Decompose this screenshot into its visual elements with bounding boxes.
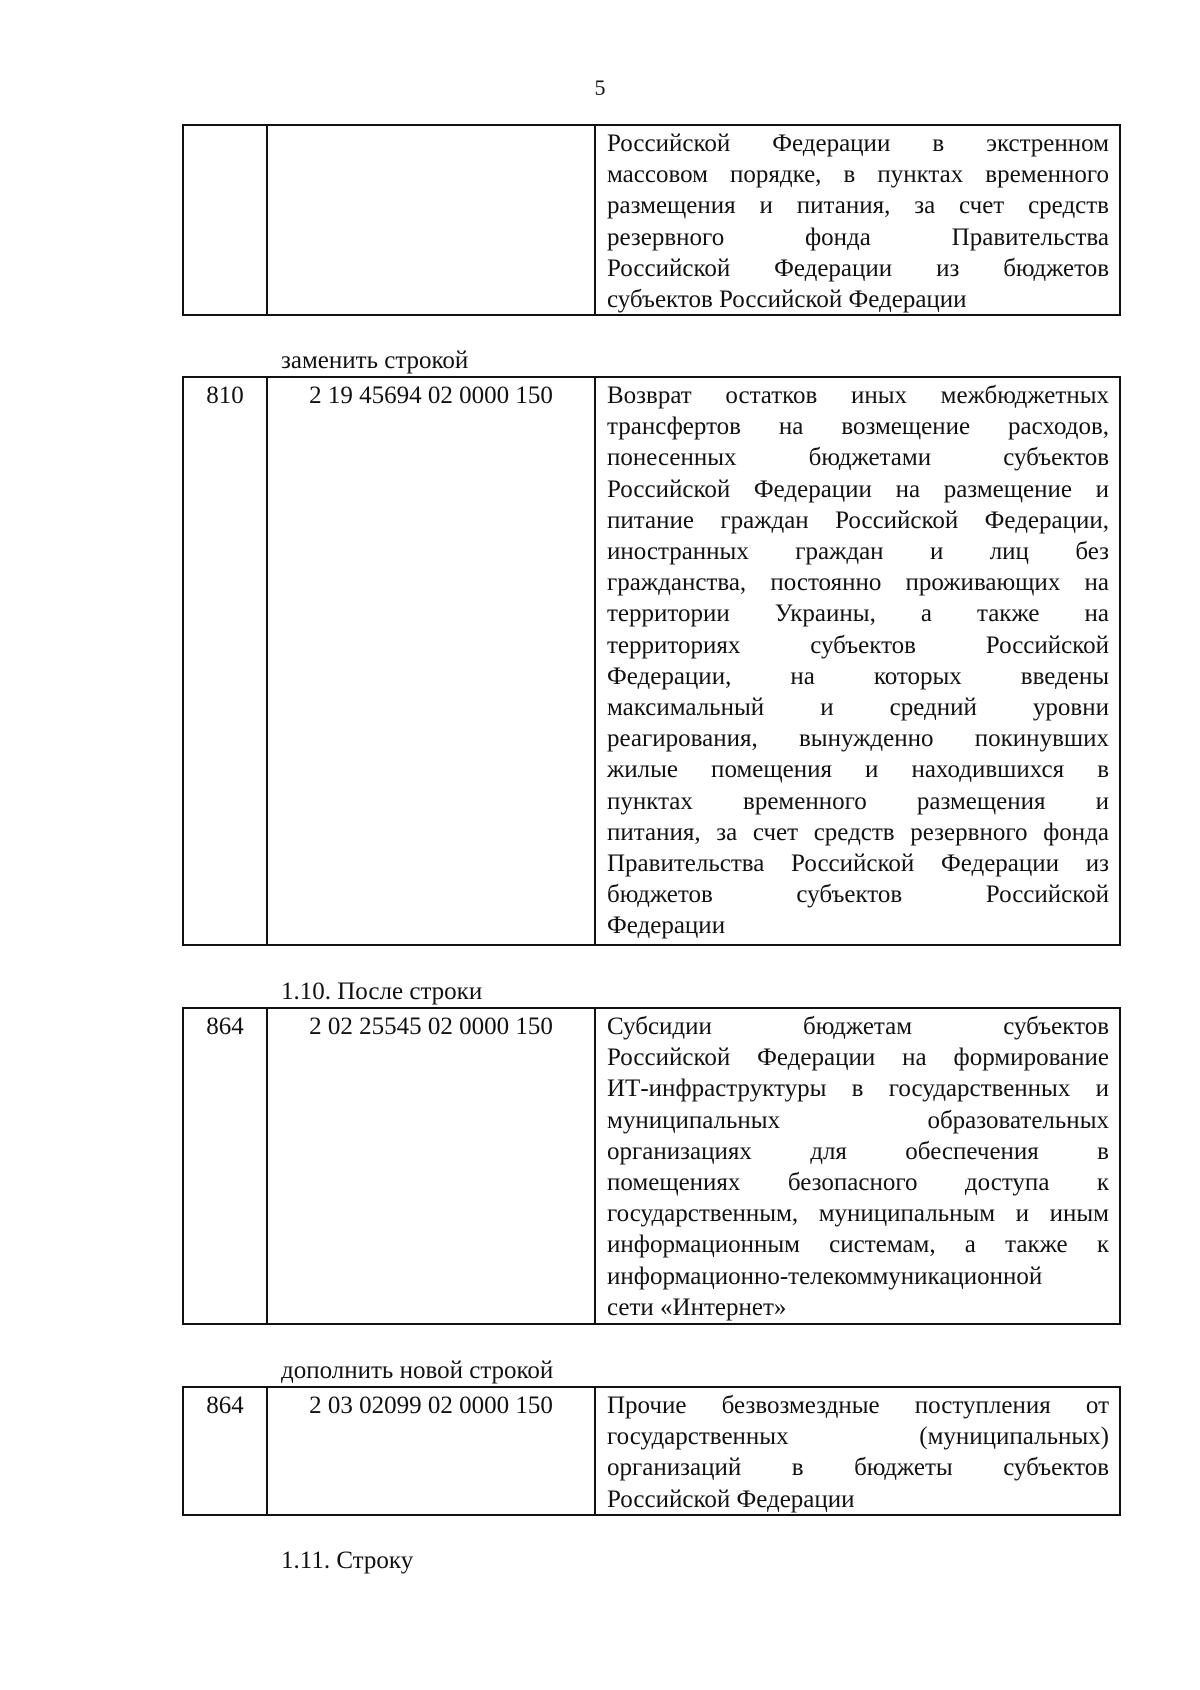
code-cell: 810	[184, 378, 268, 944]
description-line: субъектов Российской Федерации	[607, 286, 967, 314]
code-cell: 864	[184, 1009, 268, 1323]
table-row-864-existing	[182, 1007, 1121, 1325]
code-cell	[184, 126, 268, 314]
description-line: Правительства Российской Федерации из	[607, 850, 1109, 878]
description-cell	[596, 126, 1119, 314]
description-line: ИТ-инфраструктуры в государственных и	[607, 1075, 1109, 1103]
table-row	[184, 1388, 1119, 1514]
description-line: Российской Федерации на формирование	[607, 1044, 1109, 1072]
description-line: Субсидии бюджетам субъектов	[607, 1013, 1109, 1040]
kbk-cell	[268, 126, 596, 314]
instruction-text: 1.10. После строки	[281, 978, 483, 1005]
code-cell: 864	[184, 1388, 268, 1514]
description-line: организациях для обеспечения в	[607, 1137, 1109, 1165]
description-line: пунктах временного размещения и	[607, 787, 1109, 815]
description-line: информационно-телекоммуникационной	[607, 1262, 1043, 1290]
table-row-864-new	[182, 1386, 1121, 1516]
description-cell	[596, 378, 1119, 944]
description-line: трансфертов на возмещение расходов,	[607, 413, 1109, 441]
description-cell	[596, 1388, 1119, 1514]
page-number: 5	[594, 75, 606, 100]
table-continuation	[182, 124, 1121, 316]
description-line: Российской Федерации на размещение и	[607, 475, 1109, 503]
description-line: Российской Федерации	[607, 1485, 855, 1513]
description-line: Возврат остатков иных межбюджетных	[607, 382, 1109, 409]
description-line: массовом порядке, в пунктах временного	[607, 161, 1109, 189]
description-line: Федерации	[607, 912, 726, 940]
description-line: муниципальных образовательных	[607, 1106, 1109, 1134]
table-row	[184, 1009, 1119, 1323]
description-line: питание граждан Российской Федерации,	[607, 506, 1109, 534]
kbk-cell: 2 19 45694 02 0000 150	[268, 378, 596, 944]
description-line: Российской Федерации из бюджетов	[607, 254, 1109, 282]
table-row-810	[182, 376, 1121, 946]
description-line: организаций в бюджеты субъектов	[607, 1454, 1109, 1482]
instruction-text: дополнить новой строкой	[281, 1357, 554, 1384]
instruction-text: 1.11. Строку	[281, 1547, 414, 1574]
description-line: бюджетов субъектов Российской	[607, 881, 1109, 909]
description-line: Федерации, на которых введены	[607, 662, 1109, 690]
table-row	[184, 378, 1119, 944]
description-line: Прочие безвозмездные поступления от	[607, 1392, 1109, 1419]
description-line: реагирования, вынужденно покинувших	[607, 725, 1109, 753]
description-line: Российской Федерации в экстренном	[607, 130, 1109, 157]
description-line: территориях субъектов Российской	[607, 631, 1109, 659]
description-line: сети «Интернет»	[607, 1293, 787, 1321]
instruction-text: заменить строкой	[281, 347, 469, 374]
description-line: резервного фонда Правительства	[607, 223, 1109, 251]
description-line: государственным, муниципальным и иным	[607, 1200, 1109, 1228]
description-line: гражданства, постоянно проживающих на	[607, 569, 1109, 597]
kbk-cell: 2 03 02099 02 0000 150	[268, 1388, 596, 1514]
description-line: размещения и питания, за счет средств	[607, 192, 1109, 220]
description-line: максимальный и средний уровни	[607, 694, 1109, 722]
description-line: территории Украины, а также на	[607, 600, 1109, 628]
description-line: питания, за счет средств резервного фонда	[607, 818, 1109, 846]
description-line: государственных (муниципальных)	[607, 1423, 1109, 1451]
description-line: информационным системам, а также к	[607, 1231, 1109, 1259]
description-line: понесенных бюджетами субъектов	[607, 444, 1109, 472]
description-line: помещениях безопасного доступа к	[607, 1169, 1109, 1197]
description-cell	[596, 1009, 1119, 1323]
description-line: жилые помещения и находившихся в	[607, 756, 1109, 784]
kbk-cell: 2 02 25545 02 0000 150	[268, 1009, 596, 1323]
table-row	[184, 126, 1119, 314]
description-line: иностранных граждан и лиц без	[607, 538, 1109, 566]
